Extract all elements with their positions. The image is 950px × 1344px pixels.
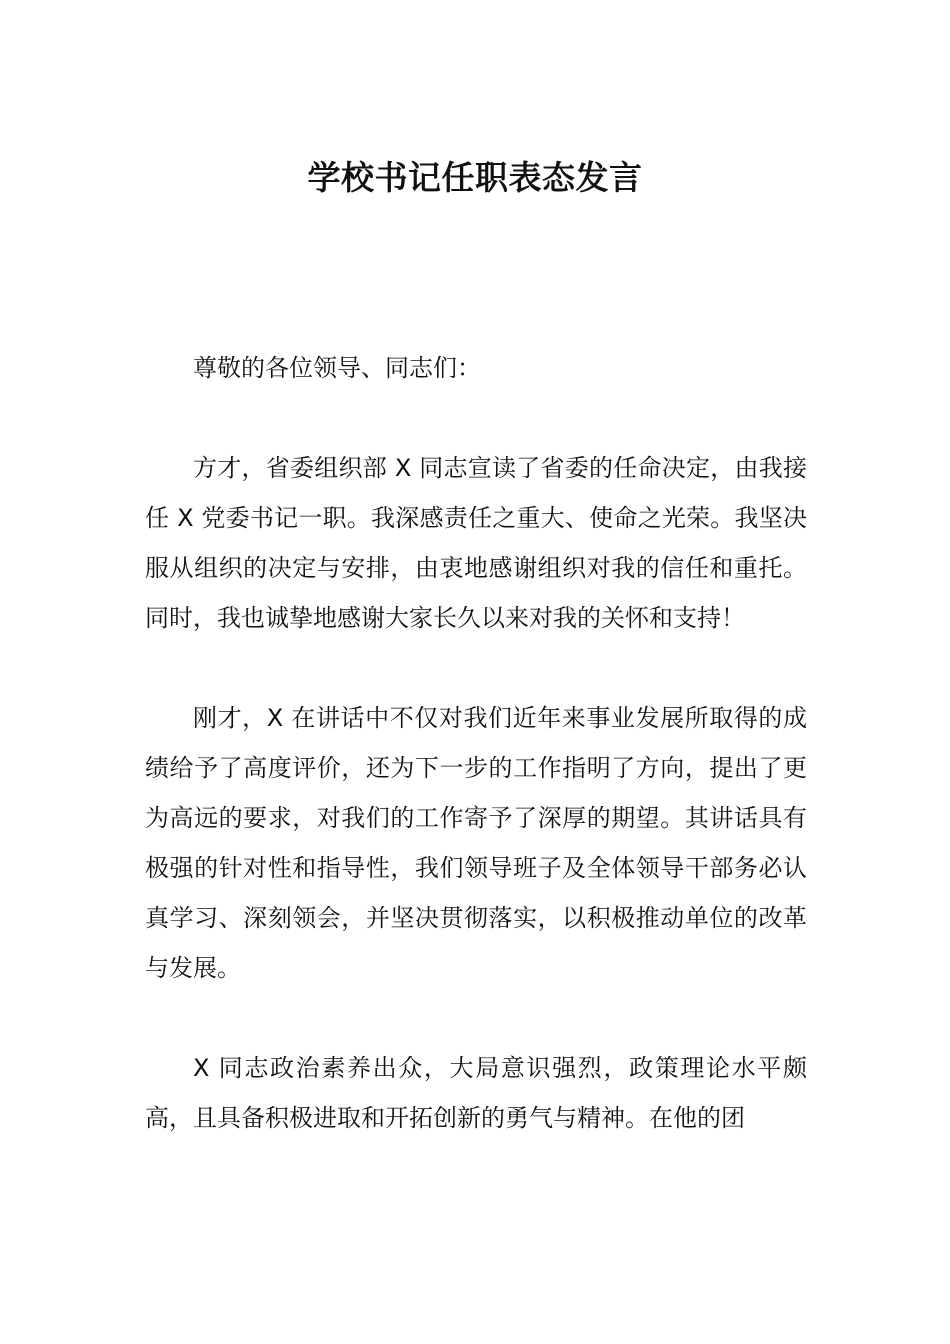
document-title: 学校书记任职表态发言 (307, 158, 643, 197)
paragraph-3: X 同志政治素养出众，大局意识强烈，政策理论水平颇高，且具备积极进取和开拓创新的勇气与精神。在他的团 (145, 1054, 807, 1132)
document-body (145, 343, 807, 1193)
paragraph-2: 刚才，X 在讲话中不仅对我们近年来事业发展所取得的成绩给予了高度评价，还为下一步的工作指明了方向，提出了更为高远的要求，对我们的工作寄予了深厚的期望。其讲话具有极强的针对性和指导性，我们领导班子及全体领导干部务必认真学习、深刻领会，并坚决贯彻落实，以积极推动单位的改革与发展。 (145, 704, 807, 982)
paragraph-1: 方才，省委组织部 X 同志宣读了省委的任命决定，由我接任 X 党委书记一职。我深感责任之重大、使命之光荣。我坚决服从组织的决定与安排，由衷地感谢组织对我的信任和重托。同时，我也诚挚地感谢大家长久以来对我的关怀和支持！ (145, 454, 807, 632)
salutation: 尊敬的各位领导、同志们： (193, 354, 481, 382)
